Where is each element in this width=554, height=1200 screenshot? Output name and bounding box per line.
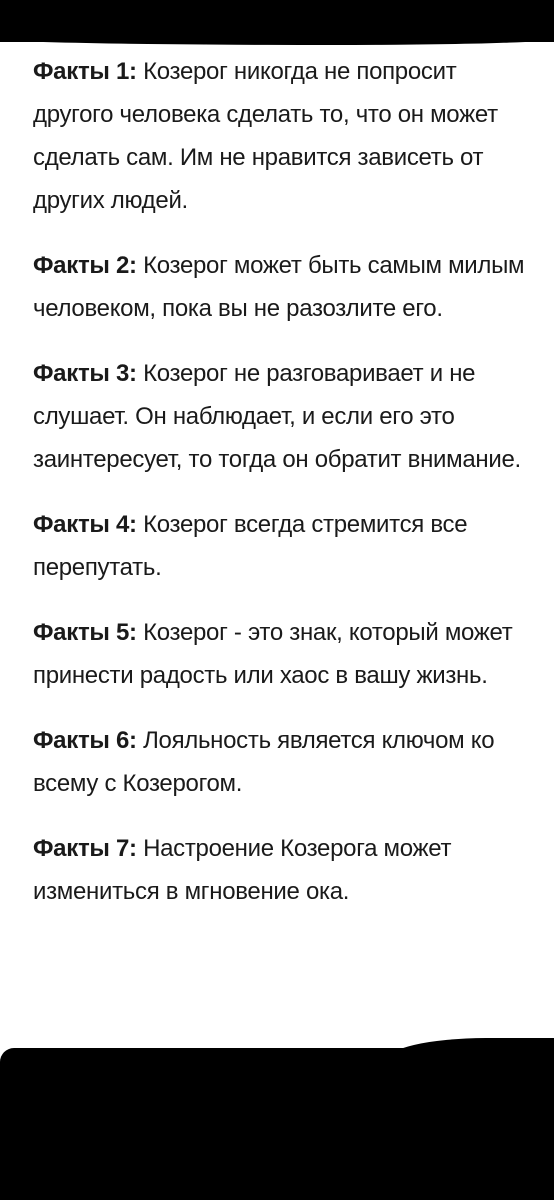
redaction-scribble	[384, 1038, 554, 1078]
top-redaction-bar	[0, 0, 554, 42]
fact-label: Факты 5:	[33, 619, 137, 646]
fact-5	[33, 611, 538, 697]
fact-label: Факты 7:	[33, 835, 137, 862]
fact-label: Факты 3:	[33, 360, 137, 387]
fact-text: Козерог - это знак, который может принести радость или хаос в вашу жизнь.	[33, 619, 513, 689]
fact-label: Факты 1:	[33, 58, 137, 85]
fact-text: Настроение Козерога может измениться в мгновение ока.	[33, 835, 452, 905]
redaction-scribble	[0, 1054, 120, 1084]
fact-label: Факты 4:	[33, 511, 137, 538]
fact-text: Козерог не разговаривает и не слушает. Он наблюдает, и если его это заинтересует, то тогда он обратит внимание.	[33, 360, 521, 473]
fact-2	[33, 244, 538, 330]
fact-6	[33, 719, 538, 805]
fact-text: Лояльность является ключом ко всему с Козерогом.	[33, 727, 495, 797]
fact-3	[33, 352, 538, 481]
bottom-redaction-block	[0, 1048, 554, 1200]
fact-text: Козерог может быть самым милым человеком, пока вы не разозлите его.	[33, 252, 525, 322]
fact-text: Козерог всегда стремится все перепутать.	[33, 511, 468, 581]
fact-text: Козерог никогда не попросит другого человека сделать то, что он может сделать сам. Им не нравится зависеть от других людей.	[33, 58, 498, 214]
fact-4	[33, 503, 538, 589]
fact-label: Факты 6:	[33, 727, 137, 754]
facts-article	[33, 50, 538, 935]
fact-label: Факты 2:	[33, 252, 137, 279]
fact-7	[33, 827, 538, 913]
fact-1	[33, 50, 538, 222]
